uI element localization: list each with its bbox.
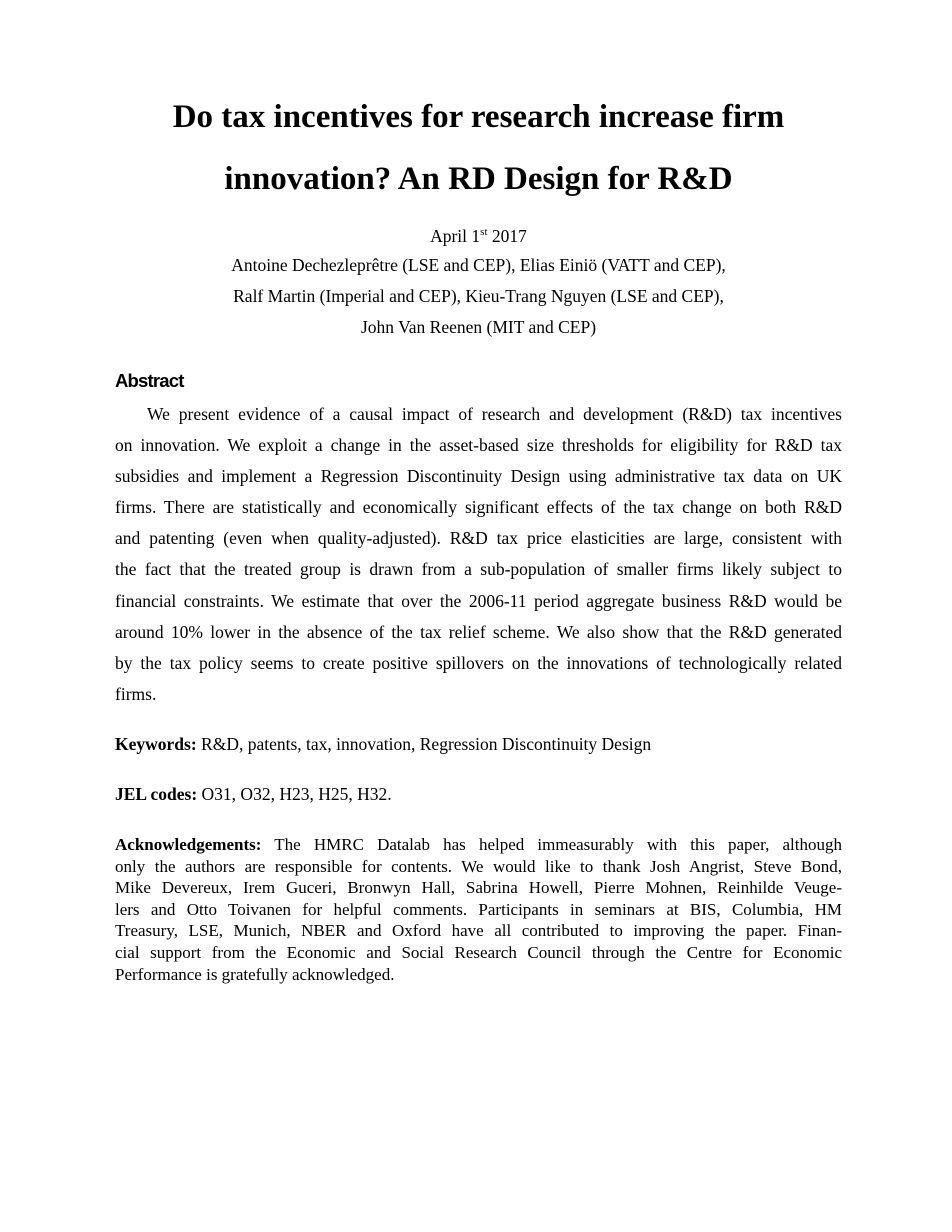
paper-title-line-1: Do tax incentives for research increase firm	[172, 99, 785, 135]
author-list	[115, 250, 842, 343]
acknowledgements-line: only the authors are responsible for contents. We would like to thank Josh Angrist, Steve Bond,	[115, 856, 842, 876]
acknowledgements-line: Treasury, LSE, Munich, NBER and Oxford have all contributed to improving the paper. Finan-	[115, 921, 842, 941]
abstract-line: the fact that the treated group is drawn from a sub-population of smaller firms likely subject to	[115, 559, 842, 580]
date-suffix: 2017	[487, 226, 527, 246]
abstract-line: and patenting (even when quality-adjusted). R&D tax price elasticities are large, consistent with	[115, 528, 842, 549]
jel-codes-text: O31, O32, H23, H25, H32.	[197, 783, 392, 804]
keywords-label: Keywords:	[115, 733, 197, 754]
jel-codes-label: JEL codes:	[115, 783, 198, 804]
publication-date	[115, 222, 842, 250]
abstract-line: by the tax policy seems to create positive spillovers on the innovations of technologically related	[115, 652, 842, 673]
acknowledgements-line: Mike Devereux, Irem Guceri, Bronwyn Hall, Sabrina Howell, Pierre Mohnen, Reinhilde Veuge-	[115, 878, 842, 898]
paper-title-line-2: innovation? An RD Design for R&D	[224, 161, 733, 197]
author-line-2: Ralf Martin (Imperial and CEP), Kieu-Trang Nguyen (LSE and CEP),	[233, 286, 724, 306]
keywords-text: R&D, patents, tax, innovation, Regression Discontinuity Design	[196, 733, 652, 754]
jel-codes-line	[115, 779, 842, 810]
keywords-line	[115, 729, 842, 760]
acknowledgements-line: Performance is gratefully acknowledged.	[115, 964, 395, 984]
abstract-line: firms.	[115, 683, 157, 704]
acknowledgements-paragraph	[115, 834, 842, 985]
abstract-line: financial constraints. We estimate that over the 2006-11 period aggregate business R&D would be	[115, 590, 842, 611]
abstract-line: firms. There are statistically and economically significant effects of the tax change on both R&D	[115, 497, 842, 518]
abstract-paragraph	[115, 399, 842, 710]
author-line-1: Antoine Dechezleprêtre (LSE and CEP), Elias Einiö (VATT and CEP),	[231, 255, 726, 275]
author-line-3: John Van Reenen (MIT and CEP)	[360, 317, 597, 337]
acknowledgements-line: lers and Otto Toivanen for helpful comments. Participants in seminars at BIS, Columbia, HM	[115, 899, 842, 919]
abstract-heading: Abstract	[115, 370, 184, 391]
acknowledgements-line: cial support from the Economic and Social Research Council through the Centre for Economic	[115, 942, 842, 962]
acknowledgements-line	[115, 834, 842, 856]
abstract-line: subsidies and implement a Regression Discontinuity Design using administrative tax data on UK	[115, 466, 842, 487]
acknowledgements-label: Acknowledgements:	[115, 834, 262, 854]
acknowledgements-text: The HMRC Datalab has helped immeasurably with this paper, although	[261, 834, 842, 854]
date-ordinal-superscript: st	[480, 226, 488, 239]
abstract-line: around 10% lower in the absence of the tax relief scheme. We also show that the R&D generated	[115, 621, 842, 642]
abstract-line: on innovation. We exploit a change in the asset-based size thresholds for eligibility for R&D tax	[115, 435, 842, 456]
paper-title	[115, 0, 842, 210]
abstract-line: We present evidence of a causal impact of research and development (R&D) tax incentives	[147, 404, 842, 424]
date-prefix: April 1	[430, 226, 481, 246]
